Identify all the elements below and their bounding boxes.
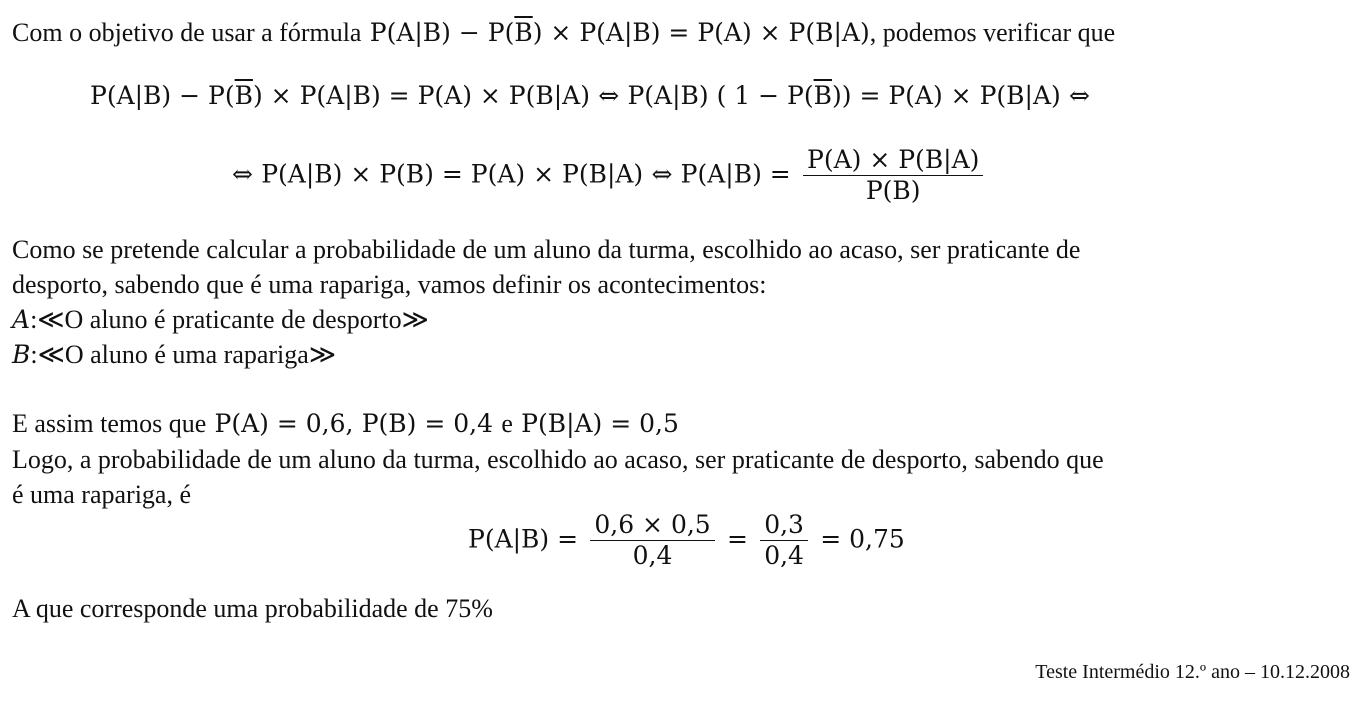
source-footer: Teste Intermédio 12.º ano – 10.12.2008 [1035,661,1350,683]
intro-line [12,18,1115,48]
conclusion: A que corresponde uma probabilidade de 75% [12,594,493,623]
paragraph-line: desporto, sabendo que é uma rapariga, vamos definir os acontecimentos: [12,270,767,299]
given-values-line [12,409,679,439]
pb-value: P(B) = 0,4 [361,409,494,438]
result-final: = 0,75 [820,524,905,554]
event-a-text: :≪O aluno é praticante de desporto≫ [30,305,429,334]
event-b [12,340,336,370]
result-fraction-1 [590,510,714,571]
fraction-denominator: 0,4 [632,541,673,570]
derivation-line-1 [90,81,1090,111]
pa-value: P(A) = 0,6, [214,409,354,438]
paragraph-line: Como se pretende calcular a probabilidade de um aluno da turma, escolhido ao acaso, ser praticante de [12,235,1081,264]
result-lhs: P(A|B) = [468,524,579,554]
derivation-fraction [803,145,983,206]
event-b-label: B [12,340,31,369]
derivation-result-lhs: P(A|B) = [680,159,791,189]
event-a [12,305,429,335]
complement-event: $\overline{B}$ [813,81,832,110]
derivation-rhs: P(A|B) ( $1 - P(\overline{B})) = P(A) \times P(B|A)$ [627,81,1061,110]
iff-symbol: ⇔ [1069,81,1090,110]
result-equation [468,510,905,571]
derivation-lhs: $P(A|B) - P(\overline{B}) \times P(A|B) = P(A) \times P(B|A)$ [90,81,590,110]
and-word: e [501,409,513,438]
complement-event: $\overline{B}$ [514,18,533,47]
derivation-line-2 [232,145,987,206]
complement-event: $\overline{B}$ [234,81,253,110]
intro-text: Com o objetivo de usar a fórmula [12,18,362,47]
derivation-step: P(A|B) × P(B) = P(A) × P(B|A) [261,159,644,189]
paragraph-line: Logo, a probabilidade de um aluno da turma, escolhido ao acaso, ser praticante de desporto, sabendo que [12,445,1104,474]
iff-symbol: ⇔ [598,81,620,110]
fraction-denominator: 0,4 [764,541,804,570]
fraction-denominator: P(B) [865,176,921,205]
paragraph-line: é uma rapariga, é [12,480,192,509]
intro-formula: $P(A|B) - P(\overline{B}) \times P(A|B) = P(A) \times P(B|A)$ [369,18,870,47]
pba-value: P(B|A) = 0,5 [521,409,679,438]
fraction-numerator: P(A) × P(B|A) [803,145,983,176]
intro-suffix: , podemos verificar que [869,18,1116,47]
assim-text: E assim temos que [12,409,207,438]
fraction-numerator: 0,6 × 0,5 [590,510,714,541]
event-b-text: :≪O aluno é uma rapariga≫ [30,340,337,369]
iff-symbol: ⇔ [651,159,673,189]
result-fraction-2 [760,510,808,571]
equals-sign: = [726,524,748,554]
event-a-label: A [12,305,31,334]
iff-symbol: ⇔ [232,159,253,189]
fraction-numerator: 0,3 [760,510,808,541]
